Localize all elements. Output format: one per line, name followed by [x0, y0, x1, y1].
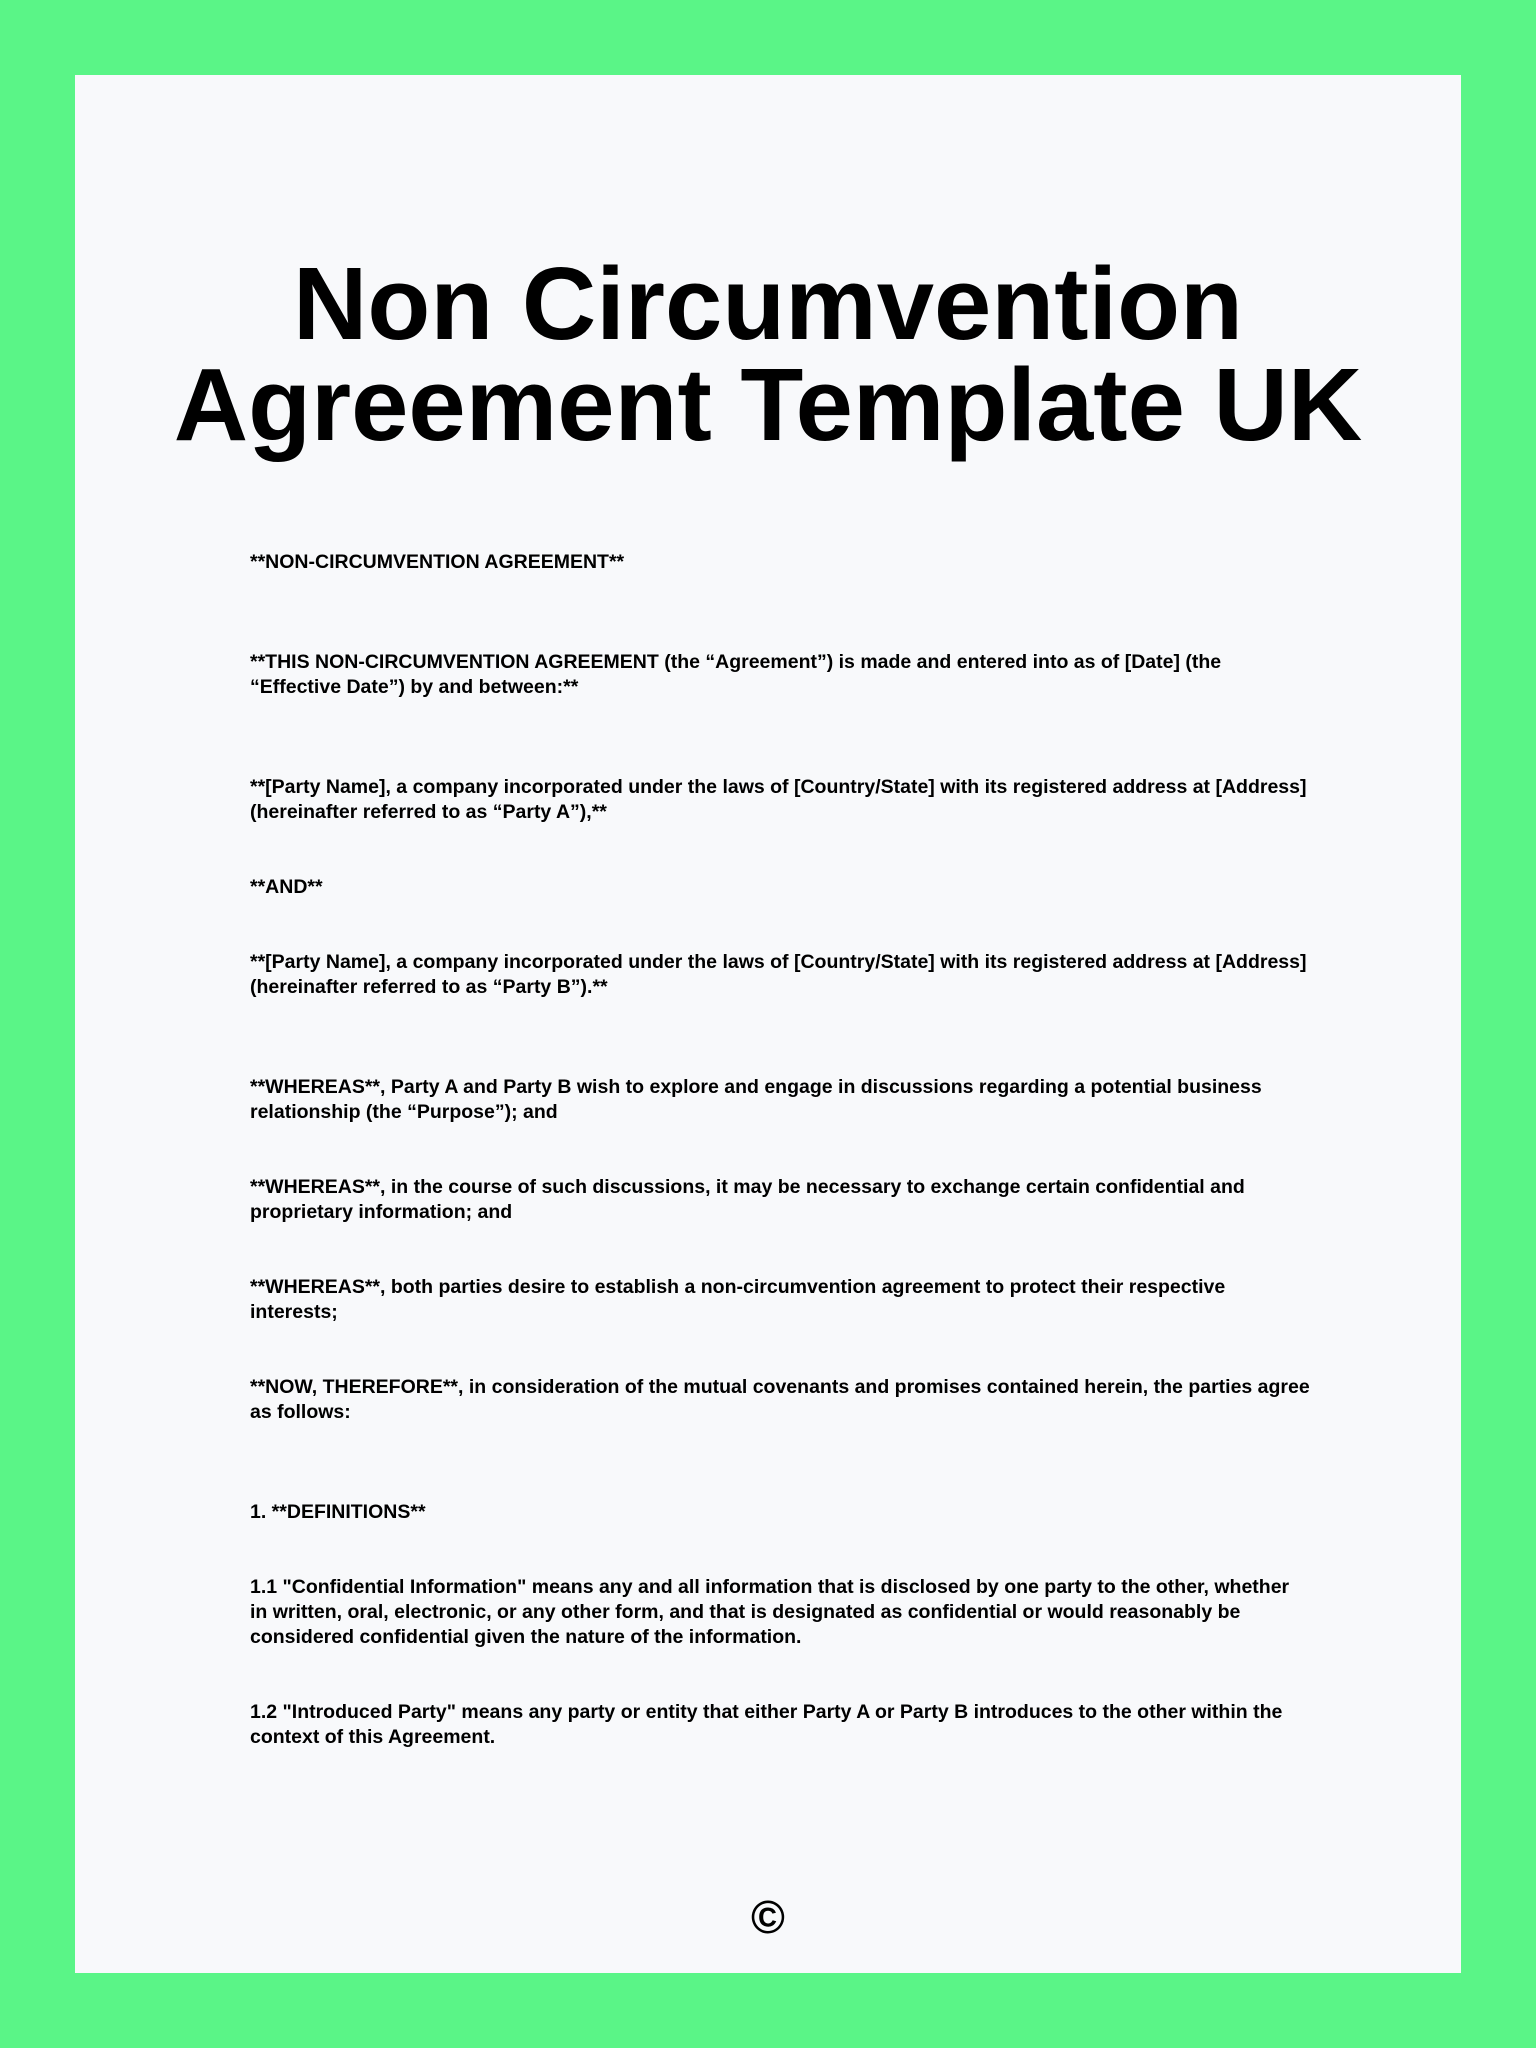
paragraph-definition-1-1: 1.1 "Confidential Information" means any and all information that is disclosed by one party to the other, whether in written, oral, electronic, or any other form, and that is designated as confidential or would reasonably be considered confidential given the nature of the information. [250, 1576, 1290, 1648]
paragraph-and: **AND** [250, 876, 323, 898]
heading-agreement: **NON-CIRCUMVENTION AGREEMENT** [250, 551, 625, 573]
title-line-2: Agreement Template UK [173, 347, 1363, 462]
paragraph-party-a: **[Party Name], a company incorporated under the laws of [Country/State] with its registered address at [Address] (hereinafter referred to as “Party A”),** [250, 776, 1307, 823]
paragraph-definition-1-2: 1.2 "Introduced Party" means any party or entity that either Party A or Party B introduces to the other within the context of this Agreement. [250, 1701, 1283, 1748]
title-line-1: Non Circumvention [293, 246, 1243, 361]
document-page [75, 75, 1461, 1973]
paragraph-now-therefore: **NOW, THEREFORE**, in consideration of the mutual covenants and promises contained herein, the parties agree as follows: [250, 1376, 1310, 1423]
paragraph-intro: **THIS NON-CIRCUMVENTION AGREEMENT (the “Agreement”) is made and entered into as of [Date] (the “Effective Date”) by and between:** [250, 651, 1222, 698]
copyright-icon: © [751, 1891, 785, 1943]
document-title [75, 246, 1461, 462]
paragraph-whereas-3: **WHEREAS**, both parties desire to establish a non-circumvention agreement to protect their respective interests; [250, 1276, 1226, 1323]
paragraph-whereas-1: **WHEREAS**, Party A and Party B wish to explore and engage in discussions regarding a potential business relationship (the “Purpose”); and [250, 1076, 1262, 1123]
heading-definitions: 1. **DEFINITIONS** [250, 1501, 426, 1523]
paragraph-party-b: **[Party Name], a company incorporated under the laws of [Country/State] with its registered address at [Address] (hereinafter referred to as “Party B”).** [250, 951, 1307, 998]
paragraph-whereas-2: **WHEREAS**, in the course of such discussions, it may be necessary to exchange certain confidential and proprietary information; and [250, 1176, 1245, 1223]
